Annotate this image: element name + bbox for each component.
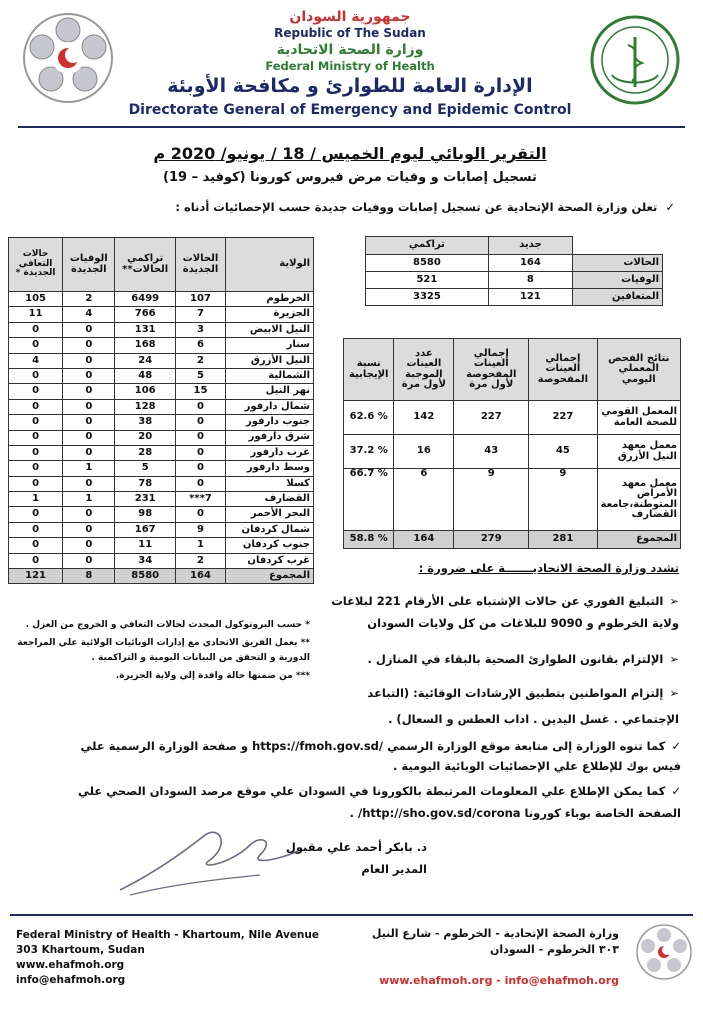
table-row	[9, 445, 314, 460]
lab-table: نتائج الفحص المعملي اليومي إجمالي العينات المفحوصة إجمالي العينات المفحوصة لأول مرة عدد العينات الموجبة لأول مرة نسبة الإيجابية المعمل القومي للصحة العامة 227 227 142 62.6 % معمل معهد النيل الأزرق 45 43 16 37.2 % معمل معهد الأمراض المتوطنة،جامعة القضارف 9 9 6 66.7 % المجموع 281 279 164 58.8 %	[343, 338, 681, 549]
value-cell: 0	[63, 384, 115, 399]
arrow-icon: ➢	[669, 594, 679, 608]
footer-logo	[636, 924, 692, 980]
value-cell: 1	[175, 538, 225, 553]
summary-header-new: جديد	[488, 237, 572, 255]
ministry-en: Federal Ministry of Health	[265, 59, 435, 73]
state-name-cell: البحر الأحمر	[226, 507, 314, 522]
value-cell: 0	[63, 338, 115, 353]
value-cell: 3	[175, 322, 225, 337]
table-row: معمل معهد النيل الأزرق 45 43 16 37.2 %	[344, 435, 681, 469]
value-cell: 766	[115, 307, 176, 322]
table-row: الحالات 164 8580	[366, 255, 663, 272]
value-cell: 7***	[175, 492, 225, 507]
table-row	[9, 353, 314, 368]
table-row	[9, 476, 314, 491]
directorate-en: Directorate General of Emergency and Epidemic Control	[128, 102, 572, 118]
value-cell: 106	[115, 384, 176, 399]
value-cell: 0	[9, 415, 63, 430]
check-icon: ✓	[671, 784, 681, 798]
value-cell: 0	[63, 553, 115, 568]
signature-scribble	[110, 815, 310, 905]
table-total-row: المجموع 164 8580 8 121	[9, 569, 314, 584]
note: ✓كما تنوه الوزارة إلى متابعة موقع الوزارة الرسمي /https://fmoh.gov.sd و صفحة الوزارة الرسمية علي فيس بوك للإطلاع علي الإحصائيات الوبائية اليومية .	[51, 736, 681, 776]
table-row	[9, 430, 314, 445]
table-row	[9, 368, 314, 383]
value-cell: 0	[9, 476, 63, 491]
value-cell: 0	[9, 538, 63, 553]
table-row	[9, 415, 314, 430]
value-cell: 5	[175, 368, 225, 383]
table-row	[9, 538, 314, 553]
table-row: المعمل القومي للصحة العامة 227 227 142 62.6 %	[344, 401, 681, 435]
footer-divider	[10, 914, 693, 916]
state-name-cell: الخرطوم	[226, 292, 314, 307]
value-cell: 0	[63, 522, 115, 537]
state-name-cell: شمال كردفان	[226, 522, 314, 537]
value-cell: 0	[9, 399, 63, 414]
value-cell: 168	[115, 338, 176, 353]
republic-en: Republic of The Sudan	[274, 26, 426, 40]
table-total-row: المجموع 281 279 164 58.8 %	[344, 531, 681, 549]
state-name-cell: نهر النيل	[226, 384, 314, 399]
state-name-cell: النيل الابيض	[226, 322, 314, 337]
table-row: الوفيات 8 521	[366, 272, 663, 289]
check-icon: ✓	[665, 200, 675, 214]
value-cell: 5	[115, 461, 176, 476]
value-cell: 15	[175, 384, 225, 399]
footnote: *** من ضمنها حالة وافدة إلي ولاية الجزيرة.	[115, 671, 310, 681]
state-name-cell: القضارف	[226, 492, 314, 507]
value-cell: 11	[115, 538, 176, 553]
note: ✓كما يمكن الإطلاع علي المعلومات المرتبطة بالكورونا في السودان علي موقع مرصد السودان الصحي علي الصفحة الخاصة بوباء كورونا http://sho.gov.sd/corona/ .	[51, 780, 681, 824]
value-cell: 0	[9, 461, 63, 476]
value-cell: 0	[63, 353, 115, 368]
value-cell: 0	[63, 322, 115, 337]
value-cell: 0	[9, 322, 63, 337]
table-row	[9, 507, 314, 522]
value-cell: 0	[63, 415, 115, 430]
value-cell: 4	[9, 353, 63, 368]
value-cell: 4	[63, 307, 115, 322]
state-name-cell: كسلا	[226, 476, 314, 491]
intro-text: ✓تعلن وزارة الصحة الإتحادية عن تسجيل إصابات ووفيات جديدة حسب الإحصائيات أدناه :	[175, 200, 675, 214]
table-row	[9, 399, 314, 414]
signatory-name: د. بابكر أحمد علي مقبول	[285, 840, 427, 854]
value-cell: 1	[63, 492, 115, 507]
value-cell: 0	[63, 538, 115, 553]
value-cell: 131	[115, 322, 176, 337]
value-cell: 0	[9, 507, 63, 522]
value-cell: 0	[175, 476, 225, 491]
value-cell: 0	[9, 368, 63, 383]
state-name-cell: وسط دارفور	[226, 461, 314, 476]
state-table: الولاية الحالات الجديدة تراكمي الحالات** الوفيات الجديدة حالات التعافي الجديدة * الخرطوم 107 6499 2 105 الجزيرة 7 766 4 11 النيل الابيض 3 131 0 0 سنار 6 168 0 0 النيل الأزرق 2 24 0 4 الشمالية 5 48 0 0 نهر النيل 15 106 0 0 شمال دارفور 0 128 0 0 جنوب دارفور 0 38 0 0 شرق دارفور 0 20 0 0 غرب دارفور 0 28 0 0 وسط دارفور 0 5 1 0 كسلا 0 78 0 0 القضارف 7*** 231 1 1 البحر الأحمر 0 98 0 0 شمال كردفان 9 167 0 0 جنوب كردفان 1 11 0 0 غرب كردفان 2 34 0 0 المجموع 164 8580 8 121	[8, 237, 314, 584]
value-cell: 0	[63, 507, 115, 522]
value-cell: 24	[115, 353, 176, 368]
footnote: * حسب البروتوكول المحدث لحالات التعافي و الخروج من العزل .	[25, 620, 310, 630]
ministry-ar: وزارة الصحة الاتحادية	[276, 42, 424, 58]
table-row	[9, 307, 314, 322]
state-name-cell: شرق دارفور	[226, 430, 314, 445]
guidance-item: ➢الإلتزام بقانون الطوارئ الصحية بالبقاء في المنازل .	[367, 652, 679, 666]
table-row	[9, 492, 314, 507]
summary-header-cum: تراكمي	[366, 237, 489, 255]
table-row	[9, 322, 314, 337]
value-cell: 105	[9, 292, 63, 307]
value-cell: 2	[63, 292, 115, 307]
guidance-item: ➢إلتزام المواطنين بتطبيق الإرشادات الوقائية: (التباعد الإجتماعي . غسل اليدين . اداب العطس و السعال) .	[329, 680, 679, 732]
value-cell: 167	[115, 522, 176, 537]
value-cell: 128	[115, 399, 176, 414]
state-name-cell: جنوب كردفان	[226, 538, 314, 553]
value-cell: 0	[175, 415, 225, 430]
value-cell: 78	[115, 476, 176, 491]
state-name-cell: الشمالية	[226, 368, 314, 383]
value-cell: 0	[9, 338, 63, 353]
state-name-cell: النيل الأزرق	[226, 353, 314, 368]
value-cell: 28	[115, 445, 176, 460]
value-cell: 1	[9, 492, 63, 507]
state-name-cell: شمال دارفور	[226, 399, 314, 414]
footer-en: Federal Ministry of Health - Khartoum, Nile Avenue 303 Khartoum, Sudan www.ehafmoh.org info@ehafmoh.org	[16, 928, 336, 988]
table-row: معمل معهد الأمراض المتوطنة،جامعة القضارف 9 9 6 66.7 %	[344, 469, 681, 531]
table-row	[9, 522, 314, 537]
state-name-cell: غرب كردفان	[226, 553, 314, 568]
state-name-cell: غرب دارفور	[226, 445, 314, 460]
republic-ar: جمهورية السودان	[289, 9, 411, 25]
arrow-icon: ➢	[669, 652, 679, 666]
value-cell: 0	[9, 522, 63, 537]
website-link[interactable]: www.ehafmoh.org	[16, 959, 125, 971]
header-divider	[18, 126, 685, 128]
value-cell: 107	[175, 292, 225, 307]
footnotes	[10, 618, 310, 684]
table-row	[9, 292, 314, 307]
value-cell: 0	[175, 399, 225, 414]
table-row: المتعافين 121 3325	[366, 289, 663, 306]
value-cell: 38	[115, 415, 176, 430]
value-cell: 0	[63, 399, 115, 414]
value-cell: 2	[175, 553, 225, 568]
guidance-item: ➢التبليغ الفوري عن حالات الإشتباه على الأرقام 221 لبلاغات ولاية الخرطوم و 9090 للبلاغات من كل ولايات السودان	[329, 590, 679, 634]
table-row	[9, 384, 314, 399]
value-cell: 7	[175, 307, 225, 322]
value-cell: 0	[63, 476, 115, 491]
value-cell: 48	[115, 368, 176, 383]
report-subtitle: تسجيل إصابات و وفيات مرض فيروس كورونا (كوفيد – 19)	[163, 170, 537, 185]
emergency-logo	[22, 12, 114, 104]
value-cell: 0	[9, 553, 63, 568]
value-cell: 6	[175, 338, 225, 353]
value-cell: 0	[175, 507, 225, 522]
footer-contact[interactable]: www.ehafmoh.org - info@ehafmoh.org	[379, 974, 619, 987]
value-cell: 20	[115, 430, 176, 445]
value-cell: 98	[115, 507, 176, 522]
ministry-logo	[590, 15, 680, 105]
value-cell: 0	[9, 430, 63, 445]
guidance-heading: تشدد وزارة الصحة الاتحاديـــــــة على ضرورة :	[418, 561, 679, 575]
value-cell: 1	[63, 461, 115, 476]
value-cell: 0	[175, 461, 225, 476]
value-cell: 0	[63, 368, 115, 383]
summary-table	[365, 236, 663, 306]
state-name-cell: سنار	[226, 338, 314, 353]
value-cell: 0	[175, 445, 225, 460]
arrow-icon: ➢	[669, 686, 679, 700]
value-cell: 11	[9, 307, 63, 322]
value-cell: 6499	[115, 292, 176, 307]
value-cell: 0	[9, 384, 63, 399]
value-cell: 9	[175, 522, 225, 537]
report-title: التقرير الوبائي ليوم الخميس / 18 / يونيو/ 2020 م	[153, 144, 547, 163]
state-name-cell: جنوب دارفور	[226, 415, 314, 430]
directorate-ar: الإدارة العامة للطوارئ و مكافحة الأوبئة	[167, 75, 533, 97]
table-row	[9, 553, 314, 568]
table-row	[9, 461, 314, 476]
value-cell: 0	[63, 430, 115, 445]
footer-ar: وزارة الصحة الإتحادية - الخرطوم - شارع النيل ٣٠٣ الخرطوم - السودان	[371, 927, 619, 956]
footnote: ** يعمل الفريق الاتحادي مع إدارات الوبائيات الولائية علي المراجعة الدورية و التحقق من البيانات اليومية و التراكمية .	[17, 638, 310, 663]
value-cell: 0	[63, 445, 115, 460]
email-link[interactable]: info@ehafmoh.org	[16, 974, 126, 986]
state-name-cell: الجزيرة	[226, 307, 314, 322]
value-cell: 34	[115, 553, 176, 568]
value-cell: 2	[175, 353, 225, 368]
check-icon: ✓	[671, 739, 681, 753]
state-rows	[9, 292, 314, 569]
signatory-role: المدير العام	[361, 862, 427, 876]
table-row	[9, 338, 314, 353]
value-cell: 0	[9, 445, 63, 460]
value-cell: 0	[175, 430, 225, 445]
value-cell: 231	[115, 492, 176, 507]
